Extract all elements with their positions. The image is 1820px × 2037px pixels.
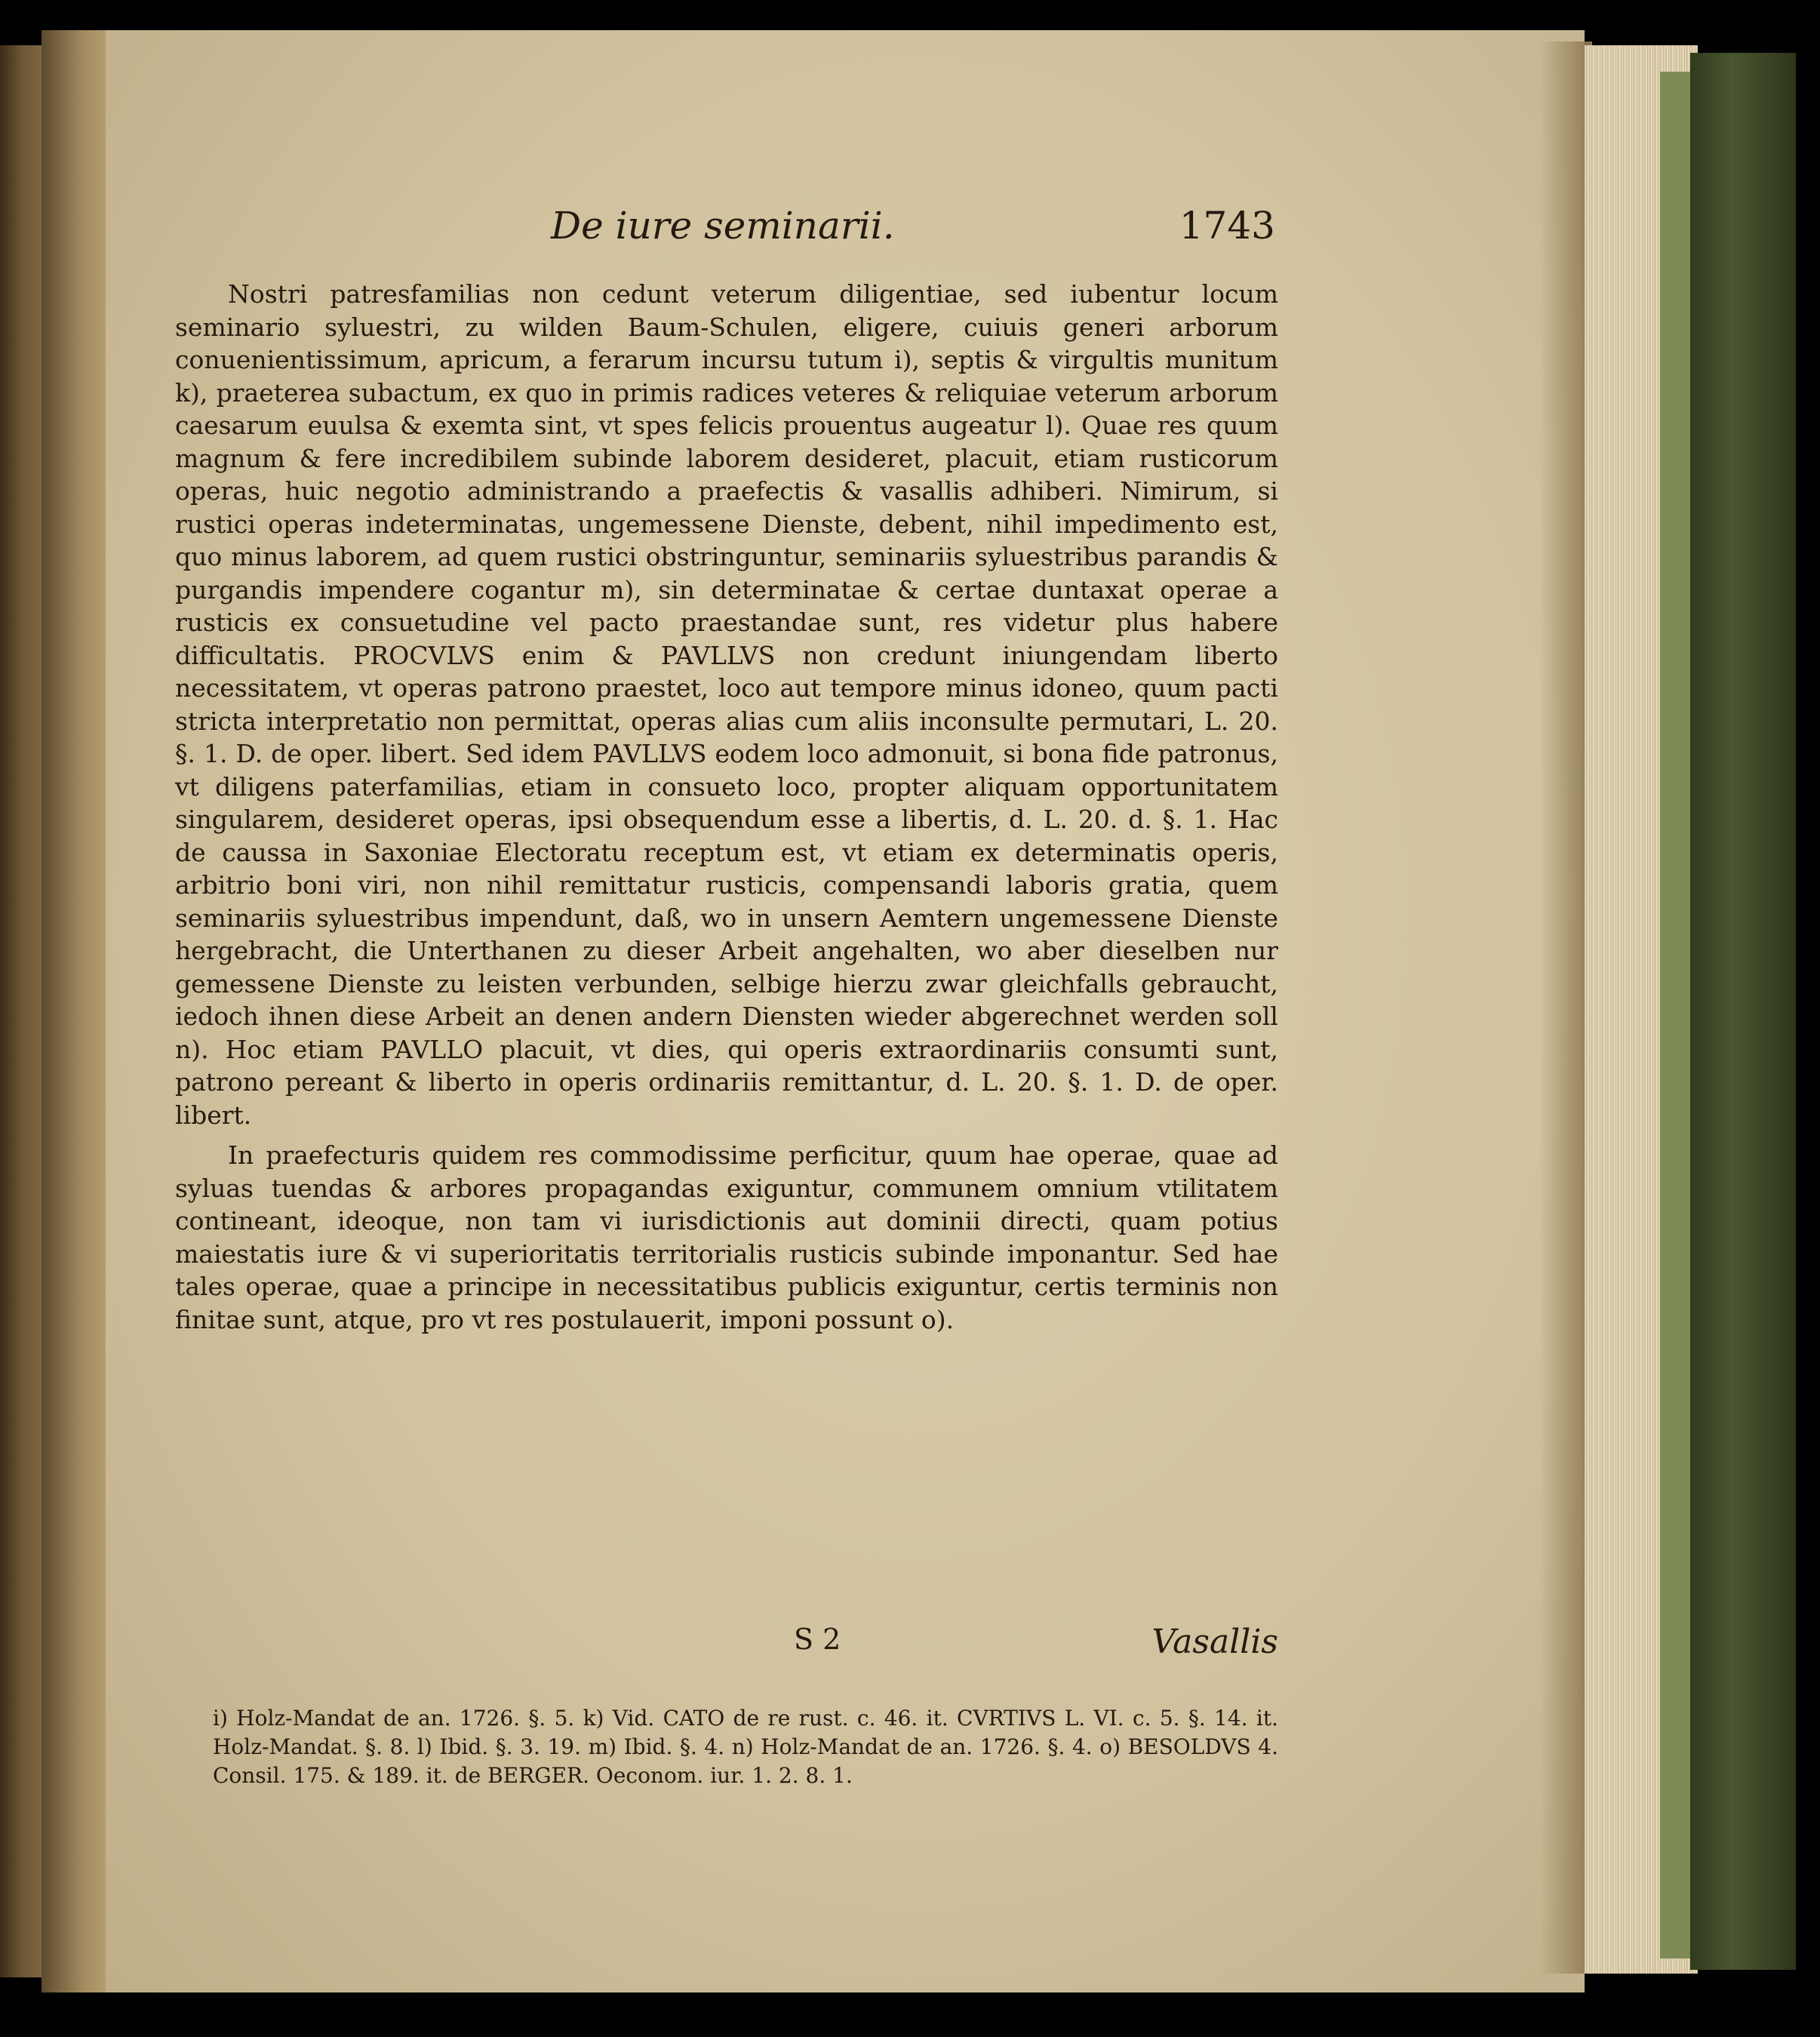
footnotes: i) Holz-Mandat de an. 1726. §. 5. k) Vid. CATO de re rust. c. 46. it. CVRTIVS L. VI. c. 5. §. 14. it. Holz-Mandat. §. 8. l) Ibid. §. 3. 19. m) Ibid. §. 4. n) Holz-Mandat de an. 1726. §. 4. o) BESOLDVS 4. Consil. 175. & 189. it. de BERGER. Oeconom. iur. 1. 2. 8. 1. xyxy=(213,1706,1278,1788)
cover-inner xyxy=(1660,72,1694,1959)
catchword: Vasallis xyxy=(1151,1623,1278,1661)
page-number: 1743 xyxy=(1179,204,1275,248)
paragraph-1: Nostri patresfamilias non cedunt veterum diligentiae, sed iubentur locum seminario syluestri, zu wilden Baum-Schulen, eligere, cuiuis generi arborum conuenientissimum, apricum, a ferarum incursu tutum i), septis & virgultis munitum k), praeterea subactum, ex quo in primis radices veteres & reliquiae veterum arborum caesarum euulsa & exemta sint, vt spes felicis prouentus augeatur l). Quae res quum magnum & fere incredibilem subinde laborem desideret, placuit, etiam rusticorum operas, huic negotio administrando a praefectis & vasallis adhiberi. Nimirum, si rustici operas indeterminatas, ungemessene Dienste, debent, nihil impedimento est, quo minus laborem, ad quem rustici obstringuntur, seminariis syluestribus parandis & purgandis impendere cogantur m), sin determinatae & certae duntaxat operae a rusticis ex consuetudine vel pacto praestandae sunt, res videtur plus habere difficultatis. PROCVLVS enim & PAVLLVS non credunt iniungendam liberto necessitatem, vt operas patrono praestet, loco aut tempore minus idoneo, quum pacti stricta interpretatio non permittat, operas alias cum aliis inconsulte permutari, L. 20. §. 1. D. de oper. libert. Sed idem PAVLLVS eodem loco admonuit, si bona fide patronus, vt diligens paterfamilias, etiam in consueto loco, propter aliquam opportunitatem singularem, desideret operas, ipsi obsequendum esse a libertis, d. L. 20. d. §. 1. Hac de caussa in Saxoniae Electoratu receptum est, vt etiam ex determinatis operis, arbitrio boni viri, non nihil remittatur rusticis, compensandi laboris gratia, quem seminariis syluestribus impendunt, daß, wo in unsern Aemtern ungemessene Dienste hergebracht, die Unterthanen zu dieser Arbeit angehalten, wo aber dieselben nur gemessene Dienste zu leisten verbunden, selbige hierzu zwar gleichfalls gebraucht, iedoch ihnen diese Arbeit an denen andern Diensten wieder abgerechnet werden soll n). Hoc etiam PAVLLO placuit, vt dies, qui operis extraordinariis consumti sunt, patrono pereant & liberto in operis ordinariis remittantur, d. L. 20. §. 1. D. de oper. libert. xyxy=(175,279,1278,1130)
main-text xyxy=(175,278,1278,1336)
book-cover xyxy=(1690,53,1796,1970)
paragraph-2: In praefecturis quidem res commodissime perficitur, quum hae operae, quae ad syluas tuendas & arbores propagandas exiguntur, communem omnium vtilitatem contineant, ideoque, non tam vi iurisdictionis aut dominii directi, quam potius maiestatis iure & vi superioritatis territorialis rusticis subinde imponantur. Sed hae tales operae, quae a principe in necessitatibus publicis exiguntur, certis terminis non finitae sunt, atque, pro vt res postulauerit, imponi possunt o). xyxy=(175,1140,1278,1334)
catch-line xyxy=(175,1623,1278,1668)
page-header xyxy=(174,204,1275,257)
signature-mark: S 2 xyxy=(794,1623,841,1656)
running-title: De iure seminarii. xyxy=(551,204,895,248)
